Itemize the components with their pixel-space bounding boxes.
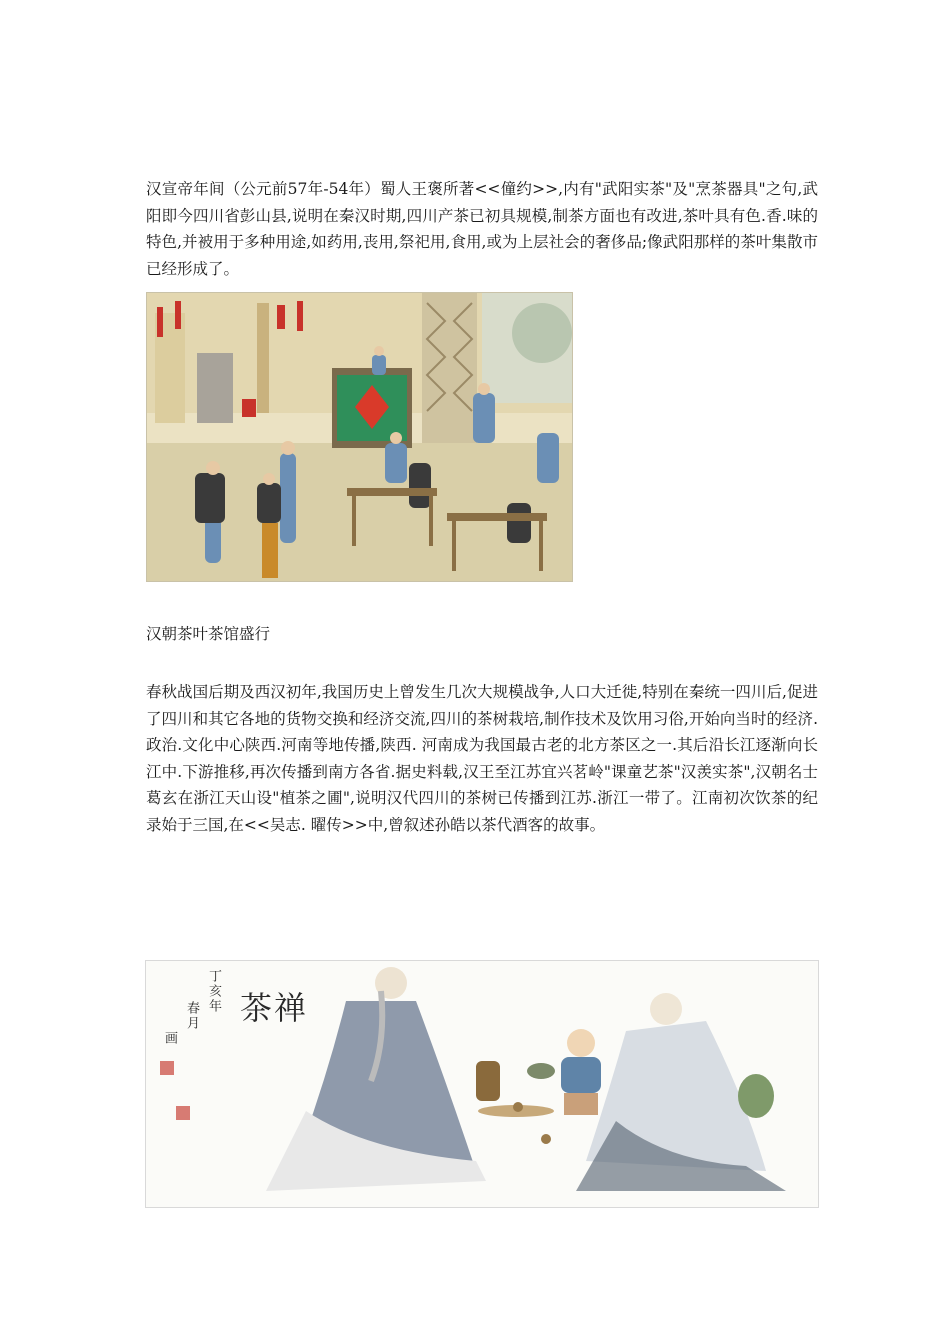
painting-inscription: 丁亥年 [206, 969, 221, 1014]
painting-inscription: 画 [162, 1031, 177, 1046]
teahouse-illustration [146, 292, 573, 582]
paragraph-intro: 汉宣帝年间（公元前57年-54年）蜀人王褒所著<<僮约>>,内有"武阳实茶"及"烹茶器具"之句,武阳即今四川省彭山县,说明在秦汉时期,四川产茶已初具规模,制茶方面也有改进,茶叶具有色.香.味的特色,并被用于多种用途,如药用,丧用,祭祀用,食用,或为上层社会的奢侈品;像武阳那样的茶叶集散市已经形成了。 [146, 180, 818, 278]
painting-title: 茶禅 [240, 989, 309, 1027]
painting-inscription: 春月 [184, 1001, 199, 1031]
section-heading: 汉朝茶叶茶馆盛行 [146, 625, 271, 643]
tea-painting [145, 960, 819, 1208]
paragraph-history: 春秋战国后期及西汉初年,我国历史上曾发生几次大规模战争,人口大迁徙,特别在秦统一四川后,促进了四川和其它各地的货物交换和经济交流,四川的茶树栽培,制作技术及饮用习俗,开始向当时的经济.政治.文化中心陕西.河南等地传播,陕西. 河南成为我国最古老的北方茶区之一.其后沿长江逐渐向长江中.下游推移,再次传播到南方各省.据史料载,汉王至江苏宜兴茗岭"课童艺茶"汉羡实茶",汉朝名士葛玄在浙江天山设"植茶之圃",说明汉代四川的茶树已传播到江苏.浙江一带了。江南初次饮茶的纪录始于三国,在<<吴志. 曜传>>中,曾叙述孙皓以茶代酒客的故事。 [146, 683, 818, 834]
